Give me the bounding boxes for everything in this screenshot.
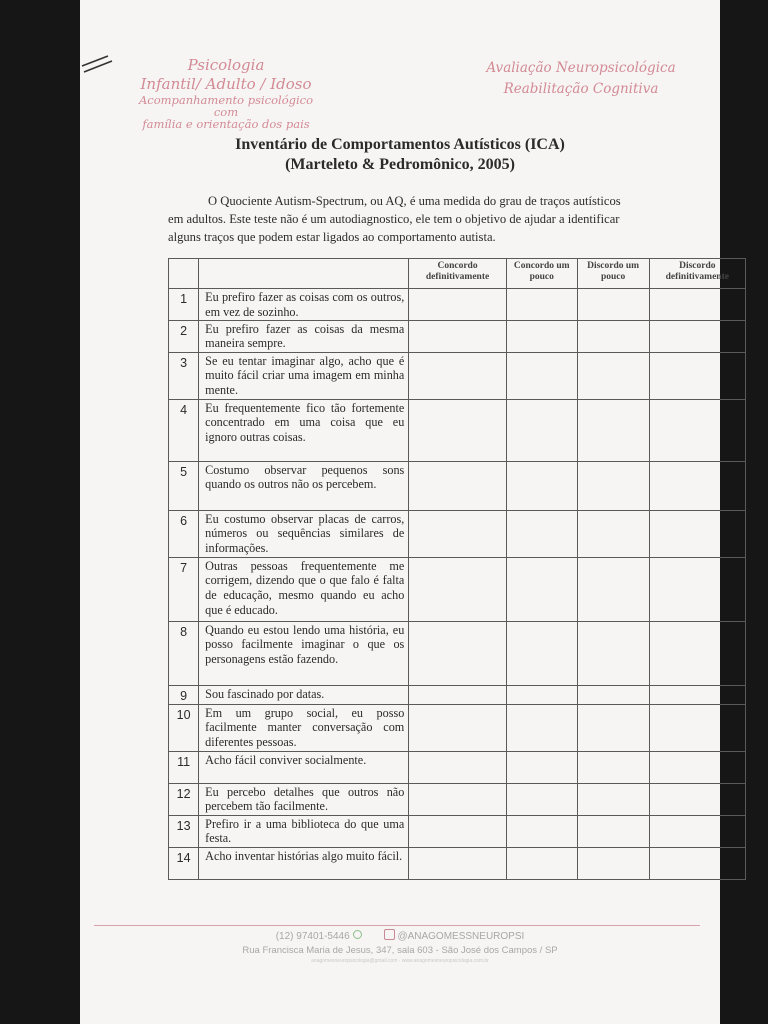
answer-cell-discordo-um-pouco[interactable] <box>577 320 649 352</box>
footer-divider <box>94 925 700 926</box>
answer-cell-concordo-definitivamente[interactable] <box>409 751 507 783</box>
footer-phone <box>276 930 362 942</box>
row-number: 9 <box>169 685 199 704</box>
answer-cell-concordo-um-pouco[interactable] <box>506 685 577 704</box>
answer-cell-concordo-um-pouco[interactable] <box>506 289 577 321</box>
clinic-header-right <box>476 58 686 100</box>
table-row <box>169 461 746 510</box>
row-number: 3 <box>169 352 199 399</box>
footer-phone-text: (12) 97401-5446 <box>275 931 350 942</box>
table-row <box>169 557 746 621</box>
answer-cell-discordo-um-pouco[interactable] <box>577 461 649 510</box>
row-statement: Costumo observar pequenos sons quando os outros não os percebem. <box>199 461 409 510</box>
answer-cell-concordo-definitivamente[interactable] <box>409 510 507 557</box>
answer-cell-concordo-um-pouco[interactable] <box>506 510 577 557</box>
row-statement: Quando eu estou lendo uma história, eu posso facilmente imaginar o que os personagens estão fazendo. <box>199 621 409 685</box>
answer-cell-discordo-definitivamente[interactable] <box>649 461 745 510</box>
answer-cell-discordo-um-pouco[interactable] <box>577 704 649 751</box>
answer-cell-concordo-um-pouco[interactable] <box>506 461 577 510</box>
table-row <box>169 783 746 815</box>
footer-instagram <box>384 929 524 942</box>
answer-cell-concordo-definitivamente[interactable] <box>409 815 507 847</box>
row-statement: Outras pessoas frequentemente me corrigem, dizendo que o que falo é falta de educação, mesmo quando eu acho que é educado. <box>199 557 409 621</box>
answer-cell-discordo-um-pouco[interactable] <box>577 815 649 847</box>
footer-instagram-text: @ANAGOMESSNEUROPSI <box>397 931 525 942</box>
table-row <box>169 704 746 751</box>
answer-cell-discordo-definitivamente[interactable] <box>649 704 745 751</box>
row-statement: Eu percebo detalhes que outros não percebem tão facilmente. <box>199 783 409 815</box>
answer-cell-discordo-definitivamente[interactable] <box>649 815 745 847</box>
intro-paragraph: O Quociente Autism-Spectrum, ou AQ, é uma medida do grau de traços autísticos em adultos. Este teste não é um autodiagnostico, ele tem o objetivo de ajudar a identificar alguns traços que podem estar ligados ao comportamento autista. <box>168 194 621 244</box>
header-left-line-3: Acompanhamento psicológico com <box>138 93 314 119</box>
table-row <box>169 320 746 352</box>
answer-cell-discordo-definitivamente[interactable] <box>649 847 745 879</box>
row-number: 5 <box>169 461 199 510</box>
answer-cell-concordo-um-pouco[interactable] <box>506 557 577 621</box>
answer-cell-concordo-um-pouco[interactable] <box>506 399 577 461</box>
row-statement: Acho fácil conviver socialmente. <box>199 751 409 783</box>
row-number: 1 <box>169 289 199 321</box>
answer-cell-discordo-definitivamente[interactable] <box>649 399 745 461</box>
answer-cell-concordo-um-pouco[interactable] <box>506 704 577 751</box>
row-statement: Se eu tentar imaginar algo, acho que é muito fácil criar uma imagem em minha mente. <box>199 352 409 399</box>
row-number: 11 <box>169 751 199 783</box>
questionnaire-table <box>168 258 746 880</box>
answer-cell-concordo-um-pouco[interactable] <box>506 621 577 685</box>
row-statement: Prefiro ir a uma biblioteca do que uma festa. <box>199 815 409 847</box>
answer-cell-concordo-um-pouco[interactable] <box>506 751 577 783</box>
footer-contacts <box>80 929 720 942</box>
row-number: 8 <box>169 621 199 685</box>
whatsapp-icon <box>353 930 362 939</box>
header-right-line-2: Reabilitação Cognitiva <box>503 81 659 97</box>
header-col-3: Discordo um pouco <box>577 259 649 289</box>
answer-cell-discordo-definitivamente[interactable] <box>649 510 745 557</box>
row-number: 12 <box>169 783 199 815</box>
pen-mark-icon <box>80 52 122 74</box>
row-number: 10 <box>169 704 199 751</box>
answer-cell-concordo-definitivamente[interactable] <box>409 289 507 321</box>
answer-cell-discordo-definitivamente[interactable] <box>649 783 745 815</box>
answer-cell-discordo-um-pouco[interactable] <box>577 847 649 879</box>
row-number: 6 <box>169 510 199 557</box>
row-statement: Eu frequentemente fico tão fortemente concentrado em uma coisa que eu ignoro outras coisas. <box>199 399 409 461</box>
table-row <box>169 847 746 879</box>
header-left-line-2: Infantil/ Adulto / Idoso <box>140 75 312 93</box>
row-statement: Sou fascinado por datas. <box>199 685 409 704</box>
row-statement: Eu prefiro fazer as coisas com os outros, em vez de sozinho. <box>199 289 409 321</box>
row-number: 14 <box>169 847 199 879</box>
footer-small-print: anagomesneuropsicologia@gmail.com · www.anagomesneuropsicologia.com.br <box>311 958 489 964</box>
table-header-row <box>169 259 746 289</box>
table-row <box>169 685 746 704</box>
footer-address: Rua Francisca Maria de Jesus, 347, sala 603 - São José dos Campos / SP <box>242 945 558 956</box>
answer-cell-discordo-um-pouco[interactable] <box>577 399 649 461</box>
header-col-4: Discordo definitivamente <box>649 259 745 289</box>
instagram-icon <box>384 929 395 940</box>
table-row <box>169 815 746 847</box>
table-row <box>169 621 746 685</box>
table-row <box>169 751 746 783</box>
answer-cell-discordo-um-pouco[interactable] <box>577 783 649 815</box>
answer-cell-discordo-definitivamente[interactable] <box>649 685 745 704</box>
row-number: 2 <box>169 320 199 352</box>
answer-cell-discordo-definitivamente[interactable] <box>649 621 745 685</box>
answer-cell-concordo-um-pouco[interactable] <box>506 783 577 815</box>
answer-cell-discordo-um-pouco[interactable] <box>577 685 649 704</box>
row-statement: Eu prefiro fazer as coisas da mesma maneira sempre. <box>199 320 409 352</box>
document-title: Inventário de Comportamentos Autísticos (ICA) <box>235 136 565 153</box>
answer-cell-discordo-um-pouco[interactable] <box>577 289 649 321</box>
answer-cell-concordo-um-pouco[interactable] <box>506 352 577 399</box>
row-number: 7 <box>169 557 199 621</box>
header-right-line-1: Avaliação Neuropsicológica <box>486 60 676 76</box>
row-statement: Eu costumo observar placas de carros, números ou sequências similares de informações. <box>199 510 409 557</box>
answer-cell-concordo-definitivamente[interactable] <box>409 685 507 704</box>
answer-cell-concordo-definitivamente[interactable] <box>409 557 507 621</box>
answer-cell-concordo-definitivamente[interactable] <box>409 847 507 879</box>
row-number: 13 <box>169 815 199 847</box>
header-col-2: Concordo um pouco <box>506 259 577 289</box>
answer-cell-discordo-definitivamente[interactable] <box>649 751 745 783</box>
answer-cell-concordo-definitivamente[interactable] <box>409 704 507 751</box>
answer-cell-discordo-definitivamente[interactable] <box>649 320 745 352</box>
answer-cell-discordo-definitivamente[interactable] <box>649 352 745 399</box>
row-statement: Em um grupo social, eu posso facilmente manter conversação com diferentes pessoas. <box>199 704 409 751</box>
header-statement <box>199 259 409 289</box>
answer-cell-concordo-um-pouco[interactable] <box>506 847 577 879</box>
answer-cell-concordo-definitivamente[interactable] <box>409 461 507 510</box>
answer-cell-discordo-definitivamente[interactable] <box>649 557 745 621</box>
header-left-line-4: família e orientação dos pais <box>142 117 310 131</box>
header-col-1: Concordo definitivamente <box>409 259 507 289</box>
answer-cell-concordo-um-pouco[interactable] <box>506 815 577 847</box>
row-number: 4 <box>169 399 199 461</box>
answer-cell-discordo-um-pouco[interactable] <box>577 557 649 621</box>
answer-cell-discordo-definitivamente[interactable] <box>649 289 745 321</box>
header-left-line-1: Psicologia <box>187 56 265 74</box>
document-subtitle: (Marteleto & Pedromônico, 2005) <box>285 156 515 173</box>
answer-cell-discordo-um-pouco[interactable] <box>577 621 649 685</box>
table-row <box>169 352 746 399</box>
answer-cell-concordo-definitivamente[interactable] <box>409 783 507 815</box>
answer-cell-concordo-definitivamente[interactable] <box>409 320 507 352</box>
answer-cell-discordo-um-pouco[interactable] <box>577 751 649 783</box>
answer-cell-discordo-um-pouco[interactable] <box>577 352 649 399</box>
table-row <box>169 289 746 321</box>
scanned-page <box>80 0 729 1024</box>
header-num <box>169 259 199 289</box>
answer-cell-concordo-definitivamente[interactable] <box>409 352 507 399</box>
row-statement: Acho inventar histórias algo muito fácil. <box>199 847 409 879</box>
answer-cell-concordo-definitivamente[interactable] <box>409 399 507 461</box>
table-row <box>169 510 746 557</box>
answer-cell-concordo-um-pouco[interactable] <box>506 320 577 352</box>
table-row <box>169 399 746 461</box>
clinic-header-left <box>126 56 326 130</box>
answer-cell-concordo-definitivamente[interactable] <box>409 621 507 685</box>
answer-cell-discordo-um-pouco[interactable] <box>577 510 649 557</box>
